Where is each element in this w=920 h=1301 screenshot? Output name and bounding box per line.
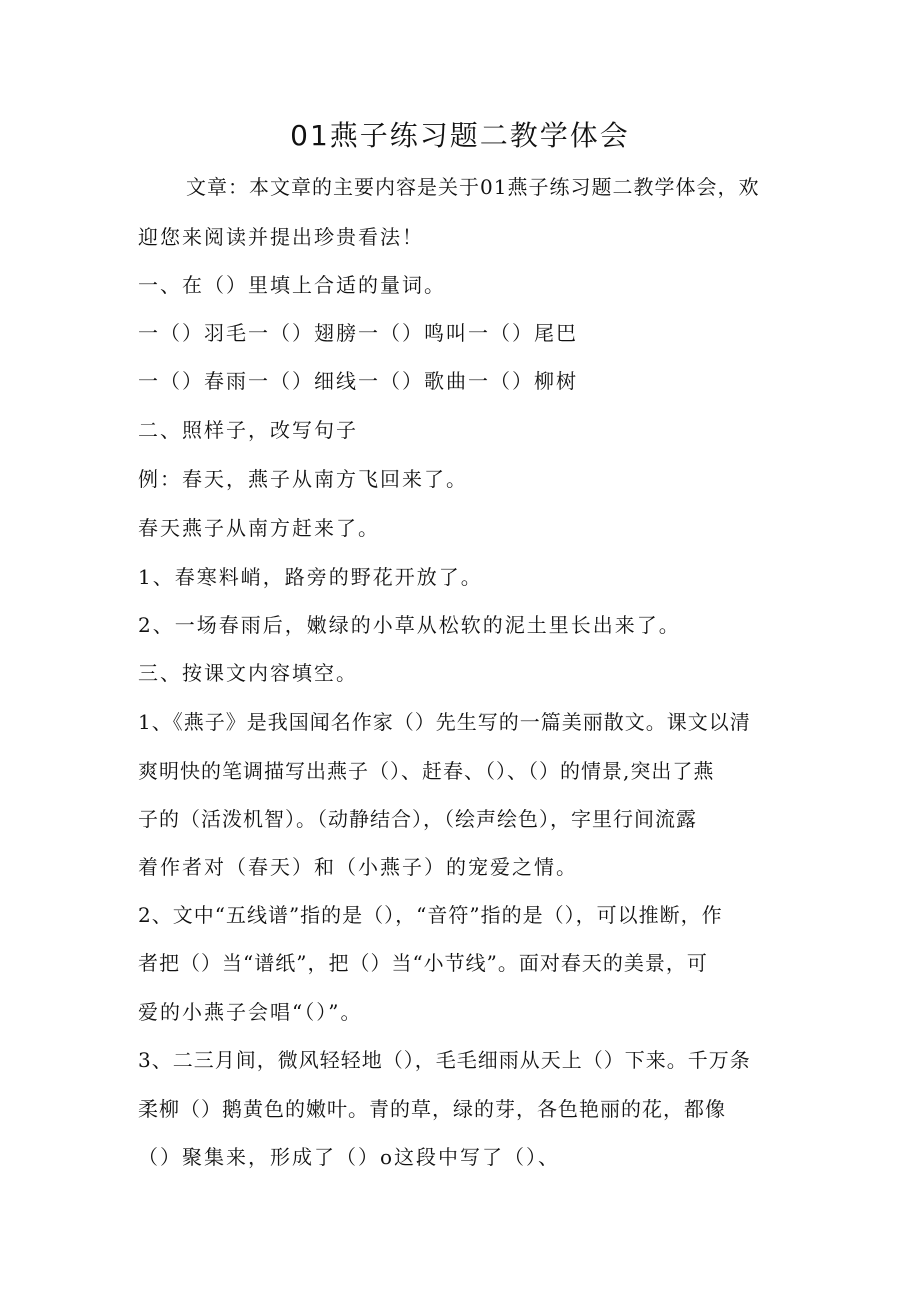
- fill-item-3-line-3: （）聚集来，形成了（）o这段中写了（）、: [138, 1145, 561, 1169]
- fill-item-1-line-4: 着作者对（春天）和（小燕子）的宠爱之情。: [138, 855, 578, 879]
- fill-item-1-line-1: 1、《燕子》是我国闻名作家（）先生写的一篇美丽散文。课文以清: [138, 710, 751, 734]
- section-one-heading: 一、在（）里填上合适的量词。: [138, 273, 446, 297]
- intro-line-1: 文章：本文章的主要内容是关于01燕子练习题二教学体会，欢: [186, 175, 760, 199]
- quantifier-row-2: 一（）春雨一（）细线一（）歌曲一（）柳树: [138, 369, 578, 393]
- fill-item-2-line-1: 2、文中“五线谱”指的是（），“音符”指的是（），可以推断，作: [138, 903, 723, 927]
- rewrite-item-2: 2、一场春雨后，嫩绿的小草从松软的泥土里长出来了。: [138, 613, 681, 637]
- fill-item-2-line-2: 者把（）当“谱纸”，把（）当“小节线”。面对春天的美景，可: [138, 951, 708, 975]
- example-rewrite: 春天燕子从南方赶来了。: [138, 516, 380, 540]
- fill-item-2-line-3: 爱的小燕子会唱“（）”。: [138, 1000, 363, 1024]
- section-two-heading: 二、照样子，改写句子: [138, 418, 358, 442]
- fill-item-1-line-2: 爽明快的笔调描写出燕子（）、赶春、（）、（）的情景,突出了燕: [138, 759, 715, 783]
- fill-item-1-line-3: 子的（活泼机智）。（动静结合），（绘声绘色），字里行间流露: [138, 807, 697, 831]
- quantifier-row-1: 一（）羽毛一（）翅膀一（）鸣叫一（）尾巴: [138, 321, 578, 345]
- document-title: 01燕子练习题二教学体会: [290, 119, 630, 152]
- fill-item-3-line-1: 3、二三月间，微风轻轻地（），毛毛细雨从天上（）下来。千万条: [138, 1048, 751, 1072]
- section-three-heading: 三、按课文内容填空。: [138, 661, 358, 685]
- rewrite-item-1: 1、春寒料峭，路旁的野花开放了。: [138, 565, 483, 589]
- intro-line-2: 迎您来阅读并提出珍贵看法！: [138, 225, 424, 249]
- example-sentence: 例：春天，燕子从南方飞回来了。: [138, 467, 468, 491]
- fill-item-3-line-2: 柔柳（）鹅黄色的嫩叶。青的草，绿的芽，各色艳丽的花，都像: [138, 1097, 726, 1121]
